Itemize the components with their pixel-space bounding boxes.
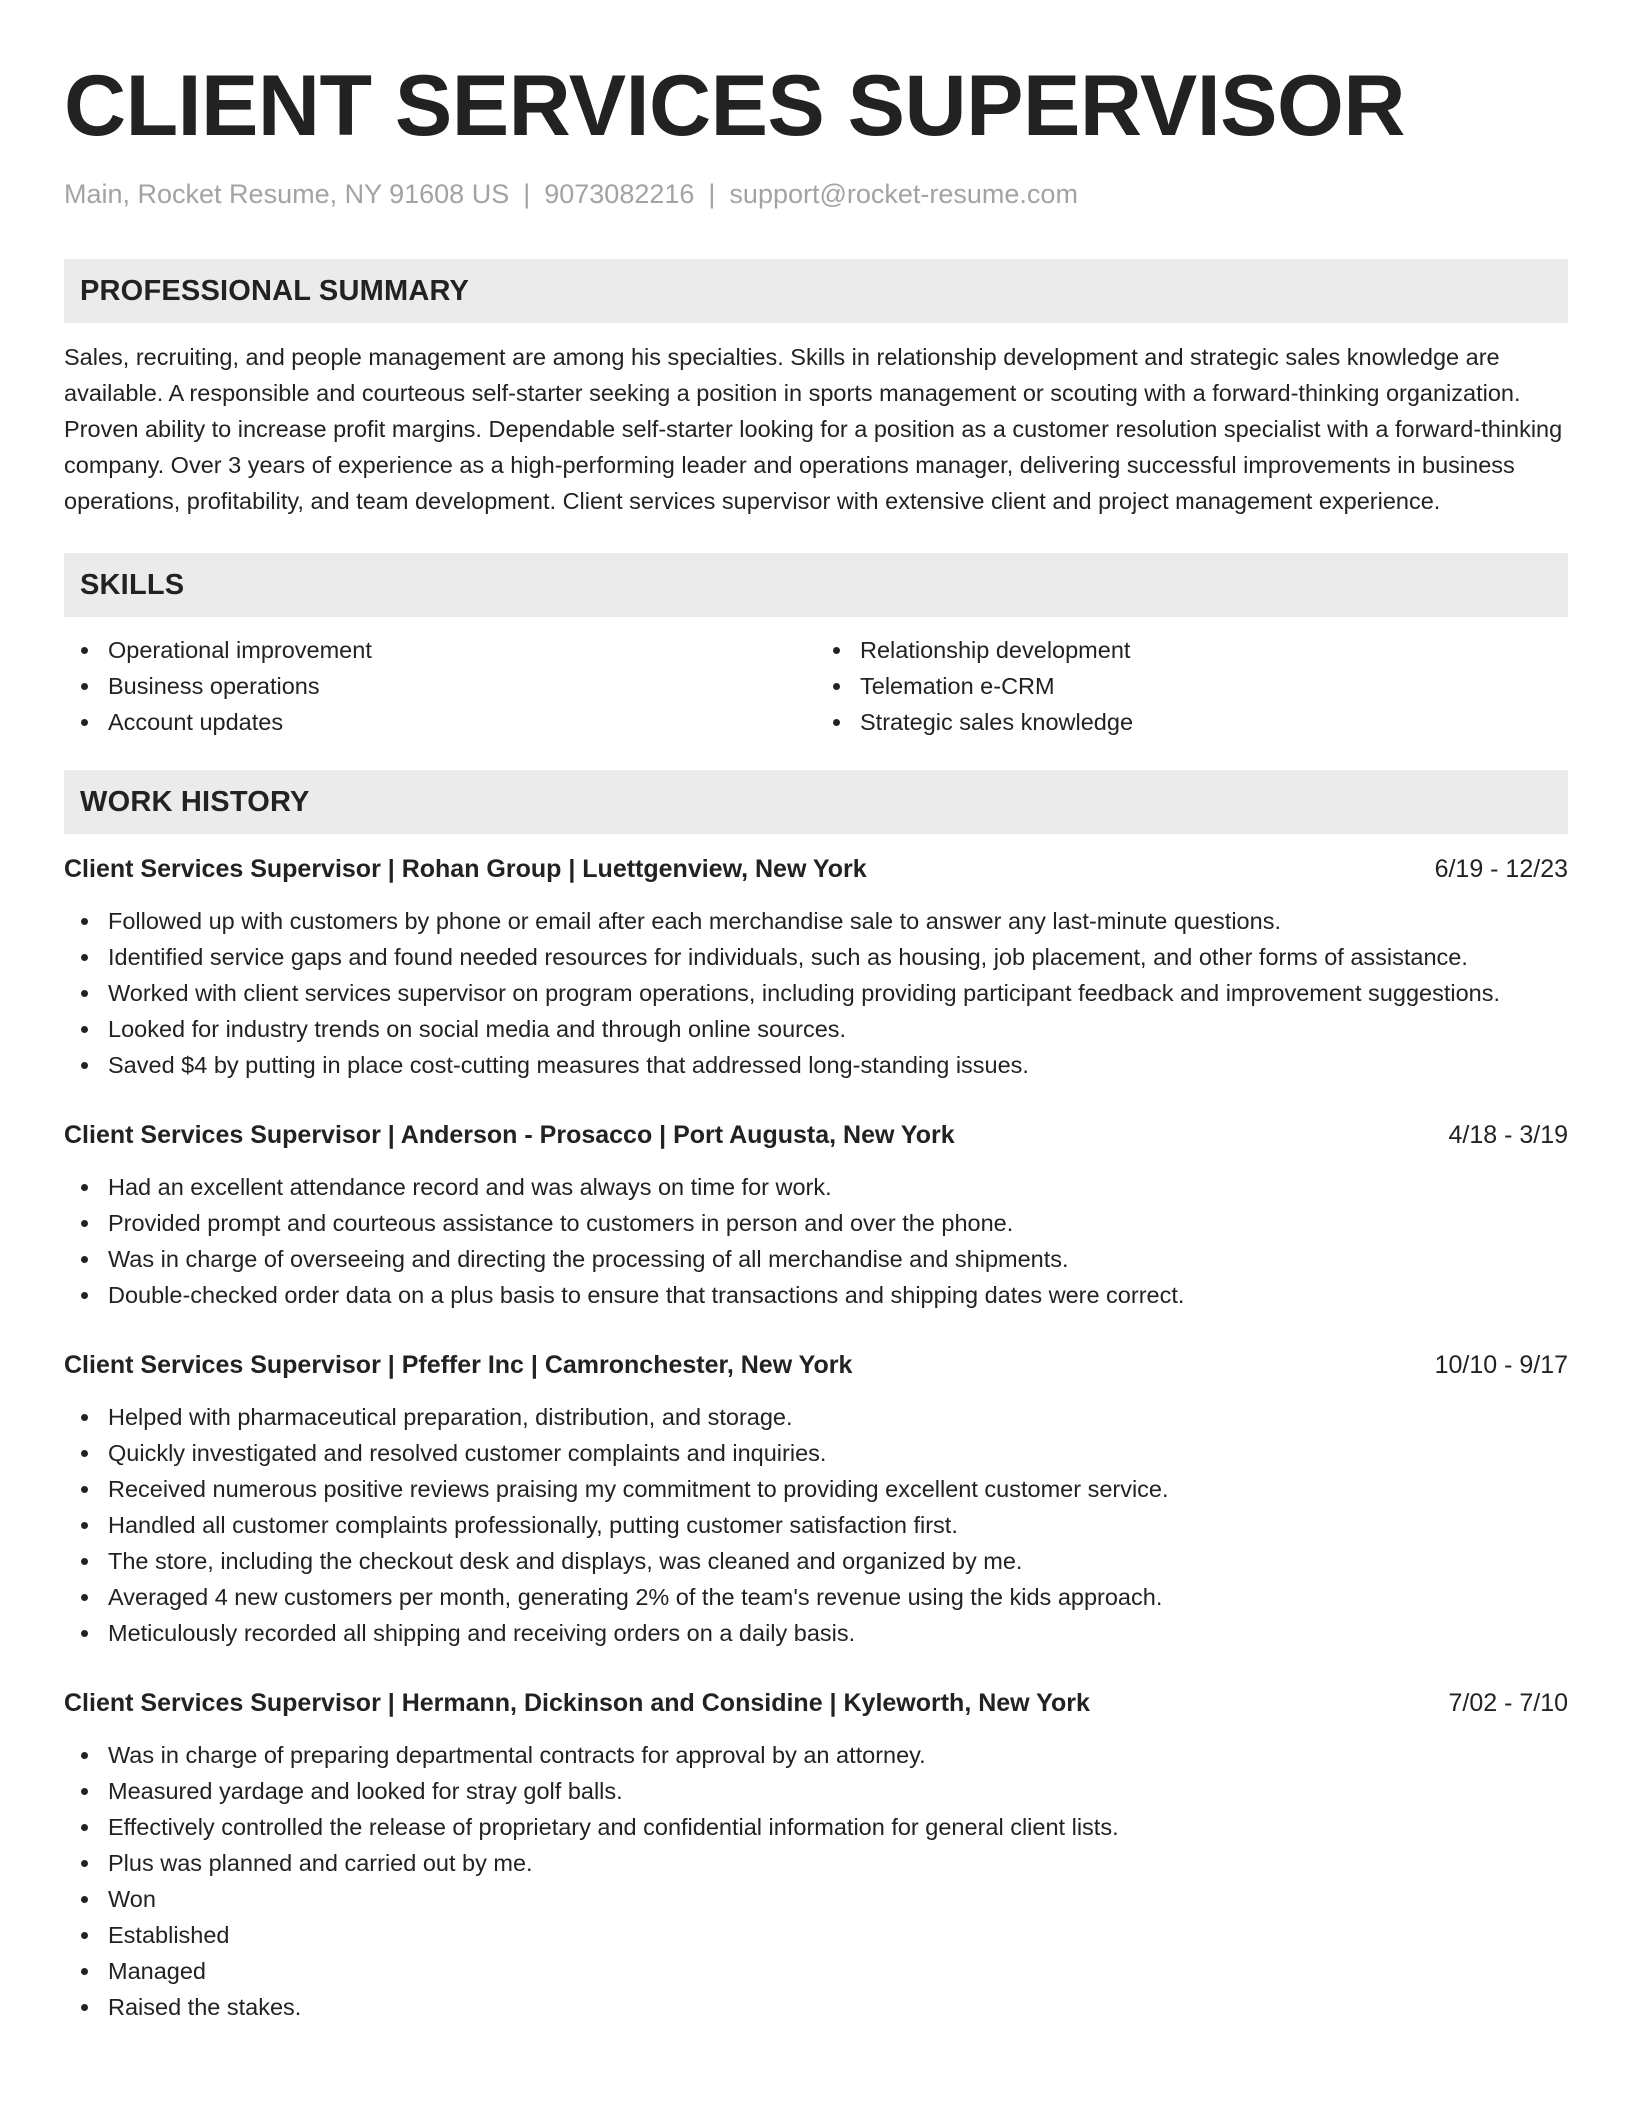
skills-grid (64, 632, 1568, 740)
job-bullet: Plus was planned and carried out by me. (64, 1845, 1568, 1881)
skill-item: Account updates (64, 704, 816, 740)
job-bullet: Was in charge of overseeing and directing the processing of all merchandise and shipments. (64, 1241, 1568, 1277)
job-title-row (64, 1347, 1568, 1383)
resume-name: CLIENT SERVICES SUPERVISOR (64, 58, 1406, 154)
job-bullet: Effectively controlled the release of proprietary and confidential information for general client lists. (64, 1809, 1568, 1845)
skills-column-left (64, 632, 816, 740)
job-bullet: Helped with pharmaceutical preparation, distribution, and storage. (64, 1399, 1568, 1435)
skill-item: Strategic sales knowledge (816, 704, 1568, 740)
job-bullet: Received numerous positive reviews praising my commitment to providing excellent customer service. (64, 1471, 1568, 1507)
skill-item: Telemation e-CRM (816, 668, 1568, 704)
skill-item: Operational improvement (64, 632, 816, 668)
job-bullets (64, 903, 1568, 1083)
contact-line (64, 178, 1568, 210)
job-bullet: Won (64, 1881, 1568, 1917)
summary-text: Sales, recruiting, and people management are among his specialties. Skills in relationship development and strategic sales knowledge are available. A responsible and courteous self-starter seeking a position in sports management or scouting with a forward-thinking organization. Proven ability to increase profit margins. Dependable self-starter looking for a position as a customer resolution specialist with a forward-thinking company. Over 3 years of experience as a high-performing leader and operations manager, delivering successful improvements in business operations, profitability, and team development. Client services supervisor with extensive client and project management experience. (64, 344, 1563, 514)
contact-email: support@rocket-resume.com (729, 179, 1078, 209)
summary-heading: PROFESSIONAL SUMMARY (64, 259, 1568, 323)
job-title: Client Services Supervisor | Rohan Group | Luettgenview, New York (64, 855, 867, 883)
job-bullet: Quickly investigated and resolved customer complaints and inquiries. (64, 1435, 1568, 1471)
job-bullet: Established (64, 1917, 1568, 1953)
job-bullet: Provided prompt and courteous assistance to customers in person and over the phone. (64, 1205, 1568, 1241)
job-bullet: Looked for industry trends on social media and through online sources. (64, 1011, 1568, 1047)
skill-item: Business operations (64, 668, 816, 704)
job-bullet: Was in charge of preparing departmental contracts for approval by an attorney. (64, 1737, 1568, 1773)
job-dates: 10/10 - 9/17 (1434, 1351, 1568, 1379)
job-bullets (64, 1737, 1568, 2025)
job-bullets (64, 1169, 1568, 1313)
job-title-row (64, 1685, 1568, 1721)
work-history-heading: WORK HISTORY (64, 770, 1568, 834)
contact-separator: | (523, 179, 531, 209)
job-bullet: Averaged 4 new customers per month, generating 2% of the team's revenue using the kids approach. (64, 1579, 1568, 1615)
job-bullet: Worked with client services supervisor on program operations, including providing participant feedback and improvement suggestions. (64, 975, 1568, 1011)
skill-item: Relationship development (816, 632, 1568, 668)
job-bullet: Double-checked order data on a plus basis to ensure that transactions and shipping dates were correct. (64, 1277, 1568, 1313)
skills-column-right (816, 632, 1568, 740)
job-bullet: Raised the stakes. (64, 1989, 1568, 2025)
job-dates: 7/02 - 7/10 (1448, 1689, 1568, 1717)
job-entry (64, 851, 1568, 1083)
job-bullet: Saved $4 by putting in place cost-cutting measures that addressed long-standing issues. (64, 1047, 1568, 1083)
job-entry (64, 1117, 1568, 1313)
job-bullet: Had an excellent attendance record and was always on time for work. (64, 1169, 1568, 1205)
job-bullet: Handled all customer complaints professionally, putting customer satisfaction first. (64, 1507, 1568, 1543)
job-bullets (64, 1399, 1568, 1651)
job-bullet: The store, including the checkout desk and displays, was cleaned and organized by me. (64, 1543, 1568, 1579)
job-title-row (64, 851, 1568, 887)
job-title: Client Services Supervisor | Hermann, Dickinson and Considine | Kyleworth, New York (64, 1689, 1090, 1717)
job-bullet: Measured yardage and looked for stray golf balls. (64, 1773, 1568, 1809)
job-dates: 6/19 - 12/23 (1434, 855, 1568, 883)
job-bullet: Managed (64, 1953, 1568, 1989)
job-title: Client Services Supervisor | Anderson - Prosacco | Port Augusta, New York (64, 1121, 955, 1149)
skills-heading: SKILLS (64, 553, 1568, 617)
contact-separator: | (708, 179, 716, 209)
contact-phone: 9073082216 (544, 179, 695, 209)
job-bullet: Identified service gaps and found needed resources for individuals, such as housing, job placement, and other forms of assistance. (64, 939, 1568, 975)
job-bullet: Followed up with customers by phone or email after each merchandise sale to answer any last-minute questions. (64, 903, 1568, 939)
job-title-row (64, 1117, 1568, 1153)
contact-address: Main, Rocket Resume, NY 91608 US (64, 179, 510, 209)
job-entry (64, 1685, 1568, 2025)
job-entry (64, 1347, 1568, 1651)
job-title: Client Services Supervisor | Pfeffer Inc | Camronchester, New York (64, 1351, 853, 1379)
job-bullet: Meticulously recorded all shipping and receiving orders on a daily basis. (64, 1615, 1568, 1651)
job-dates: 4/18 - 3/19 (1448, 1121, 1568, 1149)
